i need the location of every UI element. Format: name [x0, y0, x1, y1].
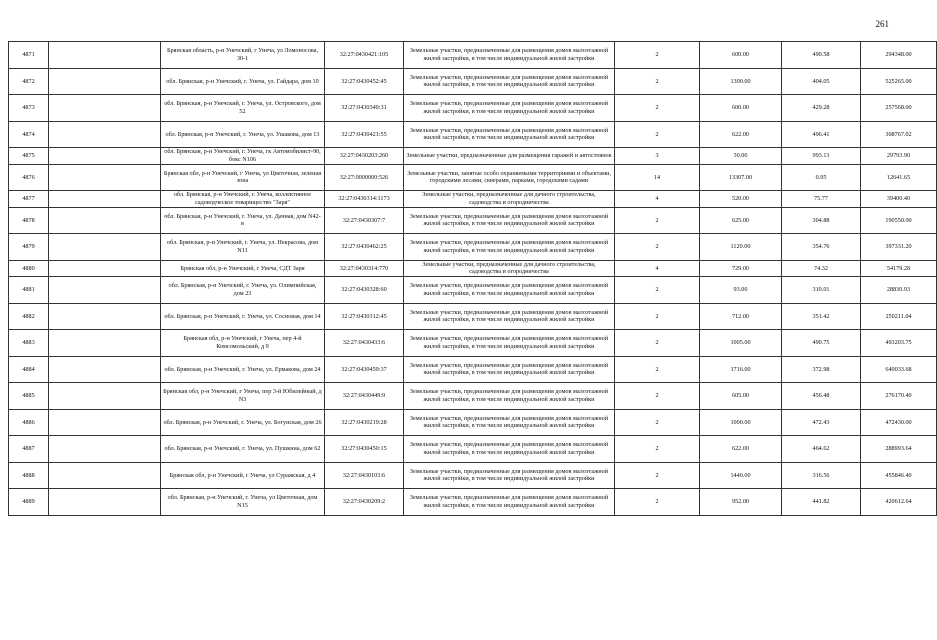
table-row — [9, 383, 937, 410]
table-row — [9, 121, 937, 148]
use-group-cell: 2 — [615, 436, 700, 463]
specific-value-cell: 316.56 — [782, 462, 861, 489]
cadastral-value-cell: 28830.93 — [861, 277, 937, 304]
cadastral-value-cell: 472430.00 — [861, 409, 937, 436]
table-row — [9, 356, 937, 383]
area-cell: 600.00 — [700, 95, 782, 122]
land-use-cell: Земельные участки, предназначенные для размещения домов малоэтажной жилой застройки, в том числе индивидуальной жилой застройки — [404, 234, 615, 261]
address-cell: Брянская обл, р-н Унечский, г Унеча, СДТ Заря — [161, 260, 325, 277]
cadastral-value-cell: 640033.68 — [861, 356, 937, 383]
row-number: 4884 — [9, 356, 49, 383]
area-cell: 30.00 — [700, 148, 782, 165]
area-cell: 1000.00 — [700, 409, 782, 436]
row-number: 4885 — [9, 383, 49, 410]
blank-cell — [49, 277, 161, 304]
cadastral-number-cell: 32:27:0430219:28 — [325, 409, 404, 436]
specific-value-cell: 993.13 — [782, 148, 861, 165]
row-number: 4876 — [9, 164, 49, 191]
row-number: 4878 — [9, 207, 49, 234]
cadastral-number-cell: 32:27:0430103:6 — [325, 462, 404, 489]
table-row — [9, 164, 937, 191]
address-cell: Брянская обл, р-н Унечский, г Унеча, ул Суражская, д 4 — [161, 462, 325, 489]
specific-value-cell: 429.28 — [782, 95, 861, 122]
specific-value-cell: 75.77 — [782, 191, 861, 208]
address-cell: обл. Брянская, р-н Унечский, г. Унеча, ул. Ермакова, дом 24 — [161, 356, 325, 383]
use-group-cell: 2 — [615, 409, 700, 436]
use-group-cell: 2 — [615, 462, 700, 489]
table-row — [9, 489, 937, 516]
table-row — [9, 277, 937, 304]
blank-cell — [49, 191, 161, 208]
cadastral-number-cell: 32:27:0430433:6 — [325, 330, 404, 357]
cadastral-value-cell: 397331.20 — [861, 234, 937, 261]
blank-cell — [49, 260, 161, 277]
row-number: 4887 — [9, 436, 49, 463]
use-group-cell: 2 — [615, 68, 700, 95]
address-cell: Брянская область, р-н Унечский, г Унеча, ул Ломоносова, 30-1 — [161, 42, 325, 69]
area-cell: 520.00 — [700, 191, 782, 208]
land-registry-table — [8, 41, 937, 516]
row-number: 4881 — [9, 277, 49, 304]
table-row — [9, 409, 937, 436]
blank-cell — [49, 42, 161, 69]
specific-value-cell: 310.01 — [782, 277, 861, 304]
cadastral-number-cell: 32:27:0430203:260 — [325, 148, 404, 165]
table-row — [9, 68, 937, 95]
use-group-cell: 2 — [615, 42, 700, 69]
cadastral-value-cell: 455846.40 — [861, 462, 937, 489]
land-use-cell: Земельные участки, предназначенные для размещения домов малоэтажной жилой застройки, в том числе индивидуальной жилой застройки — [404, 42, 615, 69]
specific-value-cell: 441.82 — [782, 489, 861, 516]
cadastral-value-cell: 276170.40 — [861, 383, 937, 410]
area-cell: 13307.00 — [700, 164, 782, 191]
cadastral-number-cell: 32:27:0430328:60 — [325, 277, 404, 304]
row-number: 4886 — [9, 409, 49, 436]
address-cell: обл. Брянская, р-н Унечский, г. Унеча, ул. Сосновая, дом 14 — [161, 303, 325, 330]
area-cell: 1005.00 — [700, 330, 782, 357]
table-row — [9, 207, 937, 234]
page-number: 261 — [875, 19, 889, 29]
cadastral-value-cell: 288993.64 — [861, 436, 937, 463]
cadastral-number-cell: 32:27:0430452:45 — [325, 68, 404, 95]
blank-cell — [49, 489, 161, 516]
cadastral-value-cell: 250211.04 — [861, 303, 937, 330]
specific-value-cell: 496.41 — [782, 121, 861, 148]
blank-cell — [49, 121, 161, 148]
cadastral-value-cell: 493203.75 — [861, 330, 937, 357]
row-number: 4883 — [9, 330, 49, 357]
area-cell: 93.00 — [700, 277, 782, 304]
cadastral-number-cell: 32:27:0430421:105 — [325, 42, 404, 69]
area-cell: 1300.00 — [700, 68, 782, 95]
land-use-cell: Земельные участки, предназначенные для размещения домов малоэтажной жилой застройки, в том числе индивидуальной жилой застройки — [404, 330, 615, 357]
area-cell: 605.00 — [700, 383, 782, 410]
blank-cell — [49, 68, 161, 95]
specific-value-cell: 490.75 — [782, 330, 861, 357]
specific-value-cell: 456.48 — [782, 383, 861, 410]
land-use-cell: Земельные участки, предназначенные для размещения домов малоэтажной жилой застройки, в том числе индивидуальной жилой застройки — [404, 436, 615, 463]
specific-value-cell: 0.95 — [782, 164, 861, 191]
cadastral-value-cell: 294348.00 — [861, 42, 937, 69]
land-use-cell: Земельные участки, предназначенные для дачного строительства, садоводства и огородничества — [404, 191, 615, 208]
cadastral-value-cell: 29793.90 — [861, 148, 937, 165]
land-use-cell: Земельные участки, предназначенные для размещения гаражей и автостоянок — [404, 148, 615, 165]
table-row — [9, 260, 937, 277]
blank-cell — [49, 409, 161, 436]
use-group-cell: 2 — [615, 207, 700, 234]
cadastral-number-cell: 32:27:0430314:770 — [325, 260, 404, 277]
use-group-cell: 3 — [615, 148, 700, 165]
address-cell: Брянская обл, р-н Унечский, г Унеча, ул Цветочная, зеленая зона — [161, 164, 325, 191]
row-number: 4871 — [9, 42, 49, 69]
cadastral-number-cell: 32:27:0430421:55 — [325, 121, 404, 148]
table-row — [9, 330, 937, 357]
address-cell: обл. Брянская, р-н Унечский, г. Унеча, ул. Островского, дом 52 — [161, 95, 325, 122]
area-cell: 1120.00 — [700, 234, 782, 261]
row-number: 4873 — [9, 95, 49, 122]
specific-value-cell: 304.88 — [782, 207, 861, 234]
cadastral-value-cell: 12641.65 — [861, 164, 937, 191]
land-use-cell: Земельные участки, предназначенные для размещения домов малоэтажной жилой застройки, в том числе индивидуальной жилой застройки — [404, 207, 615, 234]
use-group-cell: 2 — [615, 303, 700, 330]
use-group-cell: 2 — [615, 383, 700, 410]
cadastral-value-cell: 54179.28 — [861, 260, 937, 277]
use-group-cell: 2 — [615, 277, 700, 304]
use-group-cell: 2 — [615, 330, 700, 357]
cadastral-number-cell: 32:27:0430449:9 — [325, 383, 404, 410]
area-cell: 729.00 — [700, 260, 782, 277]
use-group-cell: 2 — [615, 356, 700, 383]
blank-cell — [49, 330, 161, 357]
specific-value-cell: 404.05 — [782, 68, 861, 95]
address-cell: Брянская обл, р-н Унечский, г Унеча, пер 4-й Комсомольский, д 9 — [161, 330, 325, 357]
specific-value-cell: 74.32 — [782, 260, 861, 277]
blank-cell — [49, 303, 161, 330]
address-cell: обл. Брянская, р-н Унечский, г. Унеча, ул. Некрасова, дом N11 — [161, 234, 325, 261]
use-group-cell: 4 — [615, 191, 700, 208]
address-cell: обл. Брянская, р-н Унечский, г. Унеча, ул. Ушакова, дом 13 — [161, 121, 325, 148]
table-row — [9, 42, 937, 69]
cadastral-number-cell: 32:27:0430209:2 — [325, 489, 404, 516]
cadastral-value-cell: 420612.64 — [861, 489, 937, 516]
use-group-cell: 2 — [615, 234, 700, 261]
area-cell: 952.00 — [700, 489, 782, 516]
row-number: 4888 — [9, 462, 49, 489]
cadastral-number-cell: 32:27:0430307:7 — [325, 207, 404, 234]
land-use-cell: Земельные участки, предназначенные для размещения домов малоэтажной жилой застройки, в том числе индивидуальной жилой застройки — [404, 68, 615, 95]
use-group-cell: 14 — [615, 164, 700, 191]
specific-value-cell: 472.43 — [782, 409, 861, 436]
area-cell: 600.00 — [700, 42, 782, 69]
address-cell: обл. Брянская, р-н Унечский, г. Унеча, ул. Богунская, дом 26 — [161, 409, 325, 436]
land-use-cell: Земельные участки, предназначенные для размещения домов малоэтажной жилой застройки, в том числе индивидуальной жилой застройки — [404, 95, 615, 122]
cadastral-number-cell: 32:27:0430312:45 — [325, 303, 404, 330]
address-cell: обл. Брянская, р-н Унечский, г. Унеча, ул. Гайдара, дом 10 — [161, 68, 325, 95]
land-use-cell: Земельные участки, занятые особо охраняемыми территориями и объектами, городскими лесами, скверами, парками, городскими садами — [404, 164, 615, 191]
row-number: 4872 — [9, 68, 49, 95]
table-row — [9, 148, 937, 165]
cadastral-value-cell: 257568.00 — [861, 95, 937, 122]
land-use-cell: Земельные участки, предназначенные для размещения домов малоэтажной жилой застройки, в том числе индивидуальной жилой застройки — [404, 462, 615, 489]
table-row — [9, 191, 937, 208]
cadastral-number-cell: 32:27:0430349:31 — [325, 95, 404, 122]
blank-cell — [49, 164, 161, 191]
specific-value-cell: 464.62 — [782, 436, 861, 463]
cadastral-number-cell: 32:27:0430462:25 — [325, 234, 404, 261]
cadastral-value-cell: 190550.00 — [861, 207, 937, 234]
cadastral-value-cell: 308767.02 — [861, 121, 937, 148]
blank-cell — [49, 356, 161, 383]
land-use-cell: Земельные участки, предназначенные для размещения домов малоэтажной жилой застройки, в том числе индивидуальной жилой застройки — [404, 383, 615, 410]
area-cell: 622.00 — [700, 436, 782, 463]
specific-value-cell: 490.58 — [782, 42, 861, 69]
use-group-cell: 2 — [615, 121, 700, 148]
address-cell: обл. Брянская, р-н Унечский, г. Унеча, ул. Дачная, дом N42-в — [161, 207, 325, 234]
row-number: 4877 — [9, 191, 49, 208]
table-row — [9, 95, 937, 122]
address-cell: обл. Брянская, р-н Унечский, г. Унеча, гк Автомобилист-90, бокс N106 — [161, 148, 325, 165]
row-number: 4882 — [9, 303, 49, 330]
address-cell: обл. Брянская, р-н Унечский, г. Унеча, ул Цветочная, дом N15 — [161, 489, 325, 516]
address-cell: обл. Брянская, р-н Унечский, г. Унеча, ул. Олимпийская, дом 23 — [161, 277, 325, 304]
row-number: 4889 — [9, 489, 49, 516]
address-cell: Брянская обл, р-н Унечский, г Унеча, пер 3-й Юбилейный, д N3 — [161, 383, 325, 410]
table-row — [9, 303, 937, 330]
cadastral-number-cell: 32:27:0430459:37 — [325, 356, 404, 383]
land-use-cell: Земельные участки, предназначенные для размещения домов малоэтажной жилой застройки, в том числе индивидуальной жилой застройки — [404, 409, 615, 436]
blank-cell — [49, 462, 161, 489]
land-use-cell: Земельные участки, предназначенные для размещения домов малоэтажной жилой застройки, в том числе индивидуальной жилой застройки — [404, 356, 615, 383]
blank-cell — [49, 148, 161, 165]
specific-value-cell: 354.76 — [782, 234, 861, 261]
use-group-cell: 2 — [615, 95, 700, 122]
use-group-cell: 2 — [615, 489, 700, 516]
area-cell: 1716.00 — [700, 356, 782, 383]
area-cell: 625.00 — [700, 207, 782, 234]
area-cell: 712.00 — [700, 303, 782, 330]
row-number: 4880 — [9, 260, 49, 277]
use-group-cell: 4 — [615, 260, 700, 277]
table-row — [9, 234, 937, 261]
cadastral-value-cell: 525265.00 — [861, 68, 937, 95]
cadastral-number-cell: 32:27:0000000:526 — [325, 164, 404, 191]
blank-cell — [49, 234, 161, 261]
area-cell: 1440.00 — [700, 462, 782, 489]
cadastral-number-cell: 32:27:0430450:15 — [325, 436, 404, 463]
blank-cell — [49, 95, 161, 122]
land-use-cell: Земельные участки, предназначенные для размещения домов малоэтажной жилой застройки, в том числе индивидуальной жилой застройки — [404, 277, 615, 304]
table-row — [9, 436, 937, 463]
address-cell: обл. Брянская, р-н Унечский, г. Унеча, ул. Пушкина, дом 62 — [161, 436, 325, 463]
blank-cell — [49, 383, 161, 410]
land-use-cell: Земельные участки, предназначенные для дачного строительства, садоводства и огородничества — [404, 260, 615, 277]
table-row — [9, 462, 937, 489]
cadastral-number-cell: 32:27:0430314:1173 — [325, 191, 404, 208]
land-use-cell: Земельные участки, предназначенные для размещения домов малоэтажной жилой застройки, в том числе индивидуальной жилой застройки — [404, 303, 615, 330]
blank-cell — [49, 207, 161, 234]
row-number: 4874 — [9, 121, 49, 148]
row-number: 4875 — [9, 148, 49, 165]
cadastral-value-cell: 39400.40 — [861, 191, 937, 208]
land-use-cell: Земельные участки, предназначенные для размещения домов малоэтажной жилой застройки, в том числе индивидуальной жилой застройки — [404, 121, 615, 148]
area-cell: 622.00 — [700, 121, 782, 148]
address-cell: обл. Брянская, р-н Унечский, г. Унеча, коллективное садоводческое товарищество "Заря" — [161, 191, 325, 208]
blank-cell — [49, 436, 161, 463]
specific-value-cell: 351.42 — [782, 303, 861, 330]
specific-value-cell: 372.98 — [782, 356, 861, 383]
row-number: 4879 — [9, 234, 49, 261]
registry-body — [9, 42, 937, 516]
land-use-cell: Земельные участки, предназначенные для размещения домов малоэтажной жилой застройки, в том числе индивидуальной жилой застройки — [404, 489, 615, 516]
